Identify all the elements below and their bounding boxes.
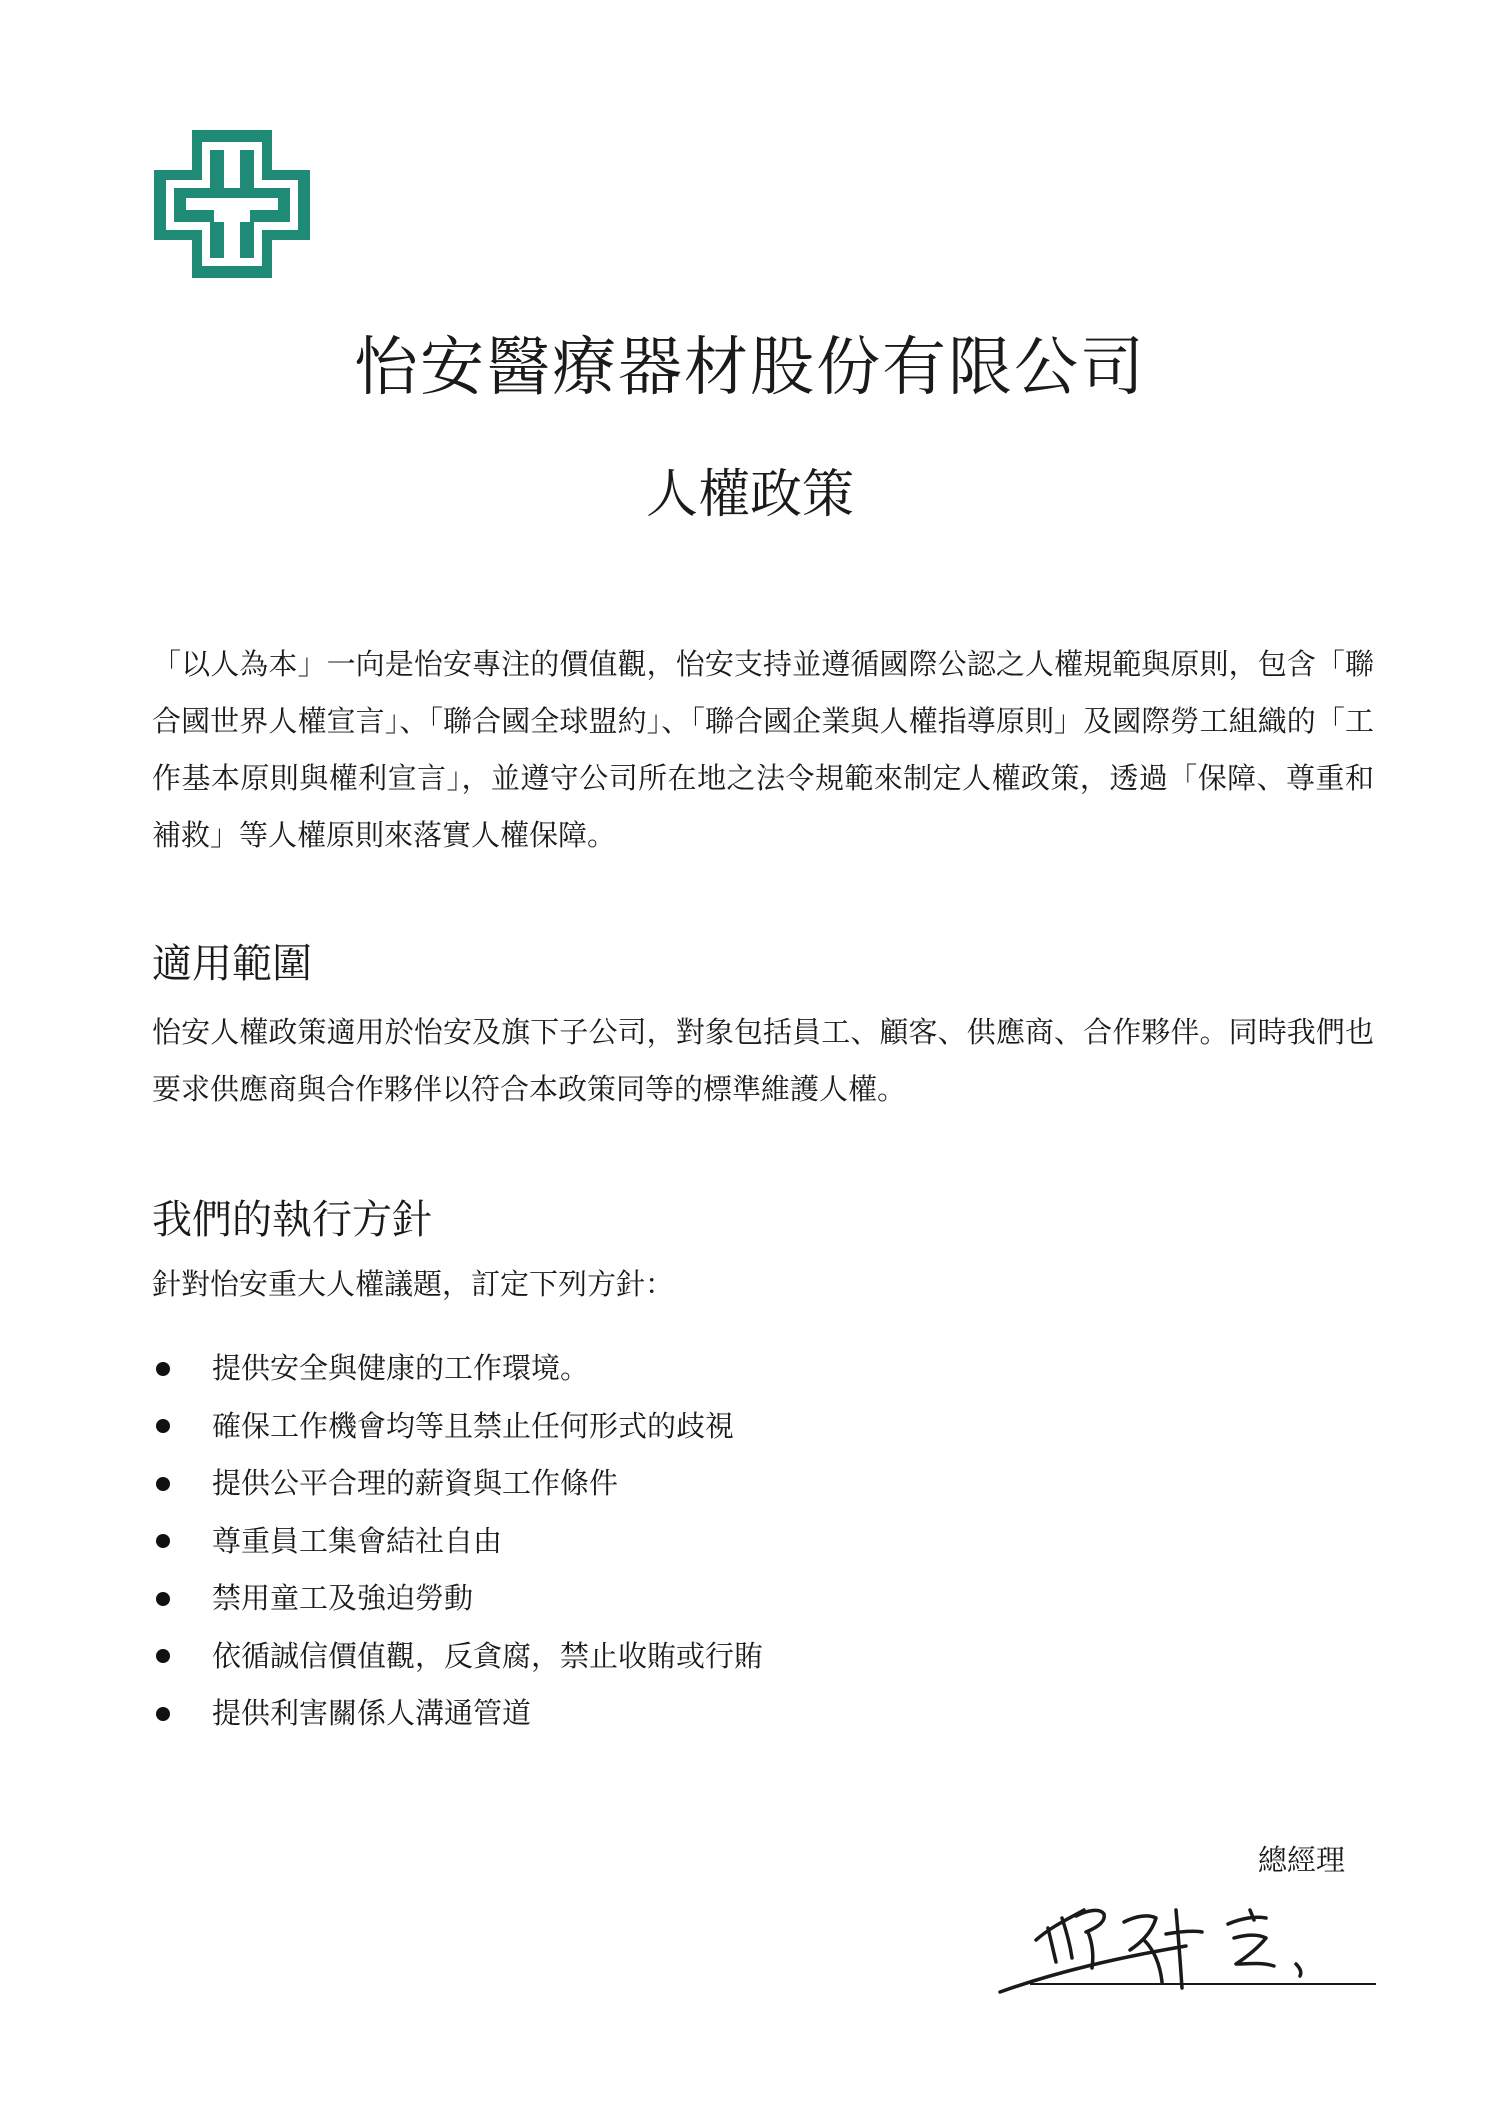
company-logo-icon	[152, 128, 312, 280]
list-item-text: 尊重員工集會結社自由	[212, 1523, 503, 1558]
list-item	[152, 1628, 763, 1686]
list-item	[152, 1340, 763, 1398]
list-item-text: 提供公平合理的薪資與工作條件	[212, 1466, 619, 1500]
bullet-icon	[156, 1534, 170, 1548]
list-item	[152, 1570, 763, 1628]
bullet-icon	[156, 1419, 170, 1433]
company-name: 怡安醫療器材股份有限公司	[354, 331, 1146, 405]
scope-heading: 適用範圍	[152, 941, 312, 987]
list-item-text: 依循誠信價值觀，反貪腐，禁止收賄或行賄	[212, 1638, 764, 1673]
execution-heading: 我們的執行方針	[152, 1197, 432, 1243]
list-item-text: 提供利害關係人溝通管道	[212, 1696, 532, 1730]
signature-line	[1030, 1983, 1376, 1985]
list-item	[152, 1398, 763, 1456]
bullet-icon	[156, 1707, 170, 1721]
list-item-text: 提供安全與健康的工作環境。	[212, 1351, 590, 1385]
bullet-icon	[156, 1362, 170, 1376]
bullet-icon	[156, 1649, 170, 1663]
intro-paragraph: 「以人為本」一向是怡安專注的價值觀，怡安支持並遵循國際公認之人權規範與原則，包含「聯合國世界人權宣言」、「聯合國全球盟約」、「聯合國企業與人權指導原則」及國際勞工組織的「工作基本原則與權利宣言」，並遵守公司所在地之法令規範來制定人權政策，透過「保障、尊重和補救」等人權原則來落實人權保障。	[152, 647, 1374, 852]
list-item-text: 確保工作機會均等且禁止任何形式的歧視	[212, 1408, 735, 1443]
document-title: 人權政策	[645, 465, 854, 525]
list-item	[152, 1455, 763, 1513]
execution-lead: 針對怡安重大人權議題，訂定下列方針：	[152, 1267, 675, 1301]
policy-list	[152, 1340, 763, 1743]
scope-paragraph: 怡安人權政策適用於怡安及旗下子公司，對象包括員工、顧客、供應商、合作夥伴。同時我們也要求供應商與合作夥伴以符合本政策同等的標準維護人權。	[152, 1015, 1374, 1106]
signatory-title: 總經理	[1258, 1843, 1346, 1877]
bullet-icon	[156, 1592, 170, 1606]
bullet-icon	[156, 1477, 170, 1491]
list-item	[152, 1513, 763, 1571]
list-item	[152, 1685, 763, 1743]
signature-icon	[996, 1888, 1382, 1998]
list-item-text: 禁用童工及強迫勞動	[212, 1581, 474, 1615]
